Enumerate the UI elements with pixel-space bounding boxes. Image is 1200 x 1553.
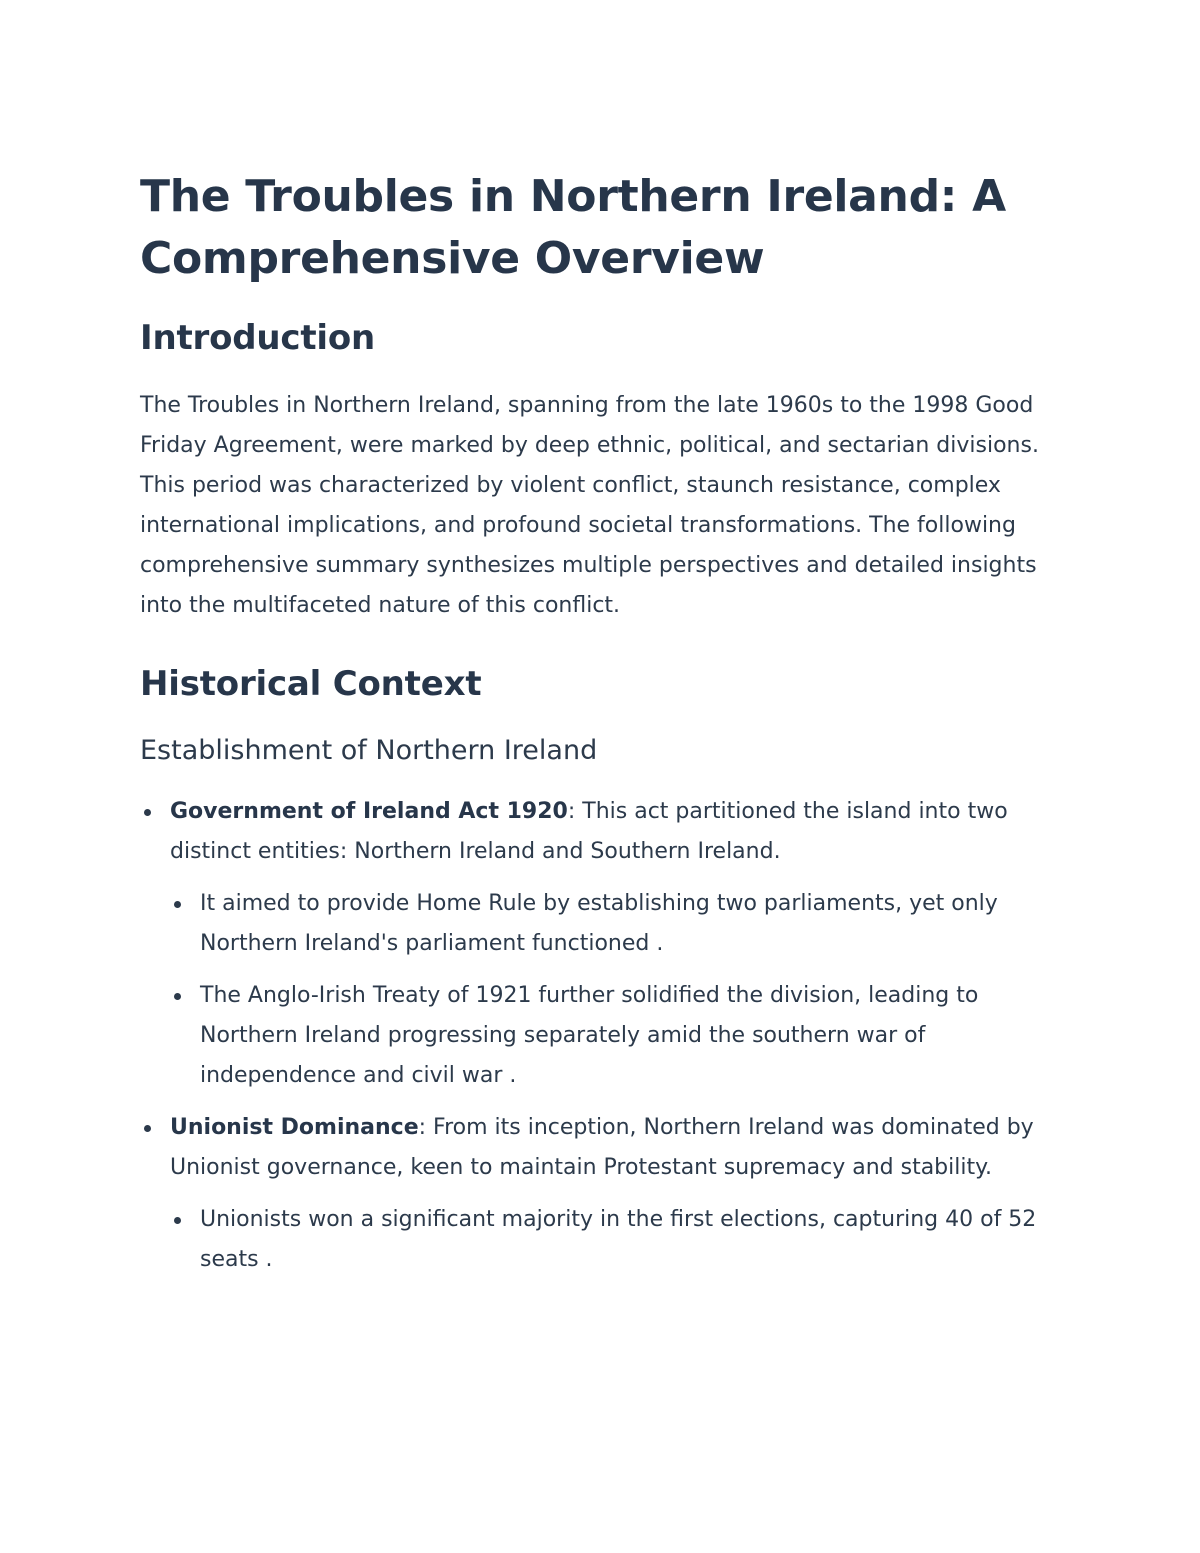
introduction-paragraph: The Troubles in Northern Ireland, spanning from the late 1960s to the 1998 Good Friday Agreement, were marked by deep ethnic, political, and sectarian divisions. This period was characterized by violent conflict, staunch resistance, complex international implications, and profound societal transformations. The following comprehensive summary synthesizes multiple perspectives and detailed insights into the multifaceted nature of this conflict.: [140, 393, 1039, 618]
bullet-icon: [144, 1125, 151, 1132]
bullet-icon: [174, 993, 181, 1000]
sub-list: [170, 1200, 1060, 1280]
sub-list-item: [170, 976, 1060, 1096]
document-title: The Troubles in Northern Ireland: A Comprehensive Overview: [140, 171, 1006, 284]
list-item: [140, 1108, 1060, 1280]
bullet-icon: [174, 901, 181, 908]
historical-context-heading: Historical Context: [140, 664, 482, 704]
sub-list-item-text: Unionists won a significant majority in the first elections, capturing 40 of 52 seats .: [200, 1207, 1037, 1272]
list-item-label: Government of Ireland Act 1920: [170, 799, 568, 824]
list-item-text: : This act partitioned the island into two distinct entities: Northern Ireland and Southern Ireland.: [170, 799, 1008, 864]
introduction-heading: Introduction: [140, 318, 376, 358]
sub-list: [170, 884, 1060, 1096]
sub-list-item: [170, 884, 1060, 964]
list-item-text: : From its inception, Northern Ireland was dominated by Unionist governance, keen to maintain Protestant supremacy and stability.: [170, 1115, 1034, 1180]
sub-list-item-text: The Anglo-Irish Treaty of 1921 further solidified the division, leading to Northern Ireland progressing separately amid the southern war of independence and civil war .: [200, 983, 979, 1088]
sub-list-item-text: It aimed to provide Home Rule by establishing two parliaments, yet only Northern Ireland's parliament functioned .: [200, 891, 998, 956]
bullet-icon: [174, 1217, 181, 1224]
list-item: [140, 792, 1060, 1096]
bullet-icon: [144, 809, 151, 816]
sub-list-item: [170, 1200, 1060, 1280]
historical-context-list: [140, 792, 1060, 1280]
list-item-label: Unionist Dominance: [170, 1115, 419, 1140]
establishment-subheading: Establishment of Northern Ireland: [140, 735, 598, 766]
